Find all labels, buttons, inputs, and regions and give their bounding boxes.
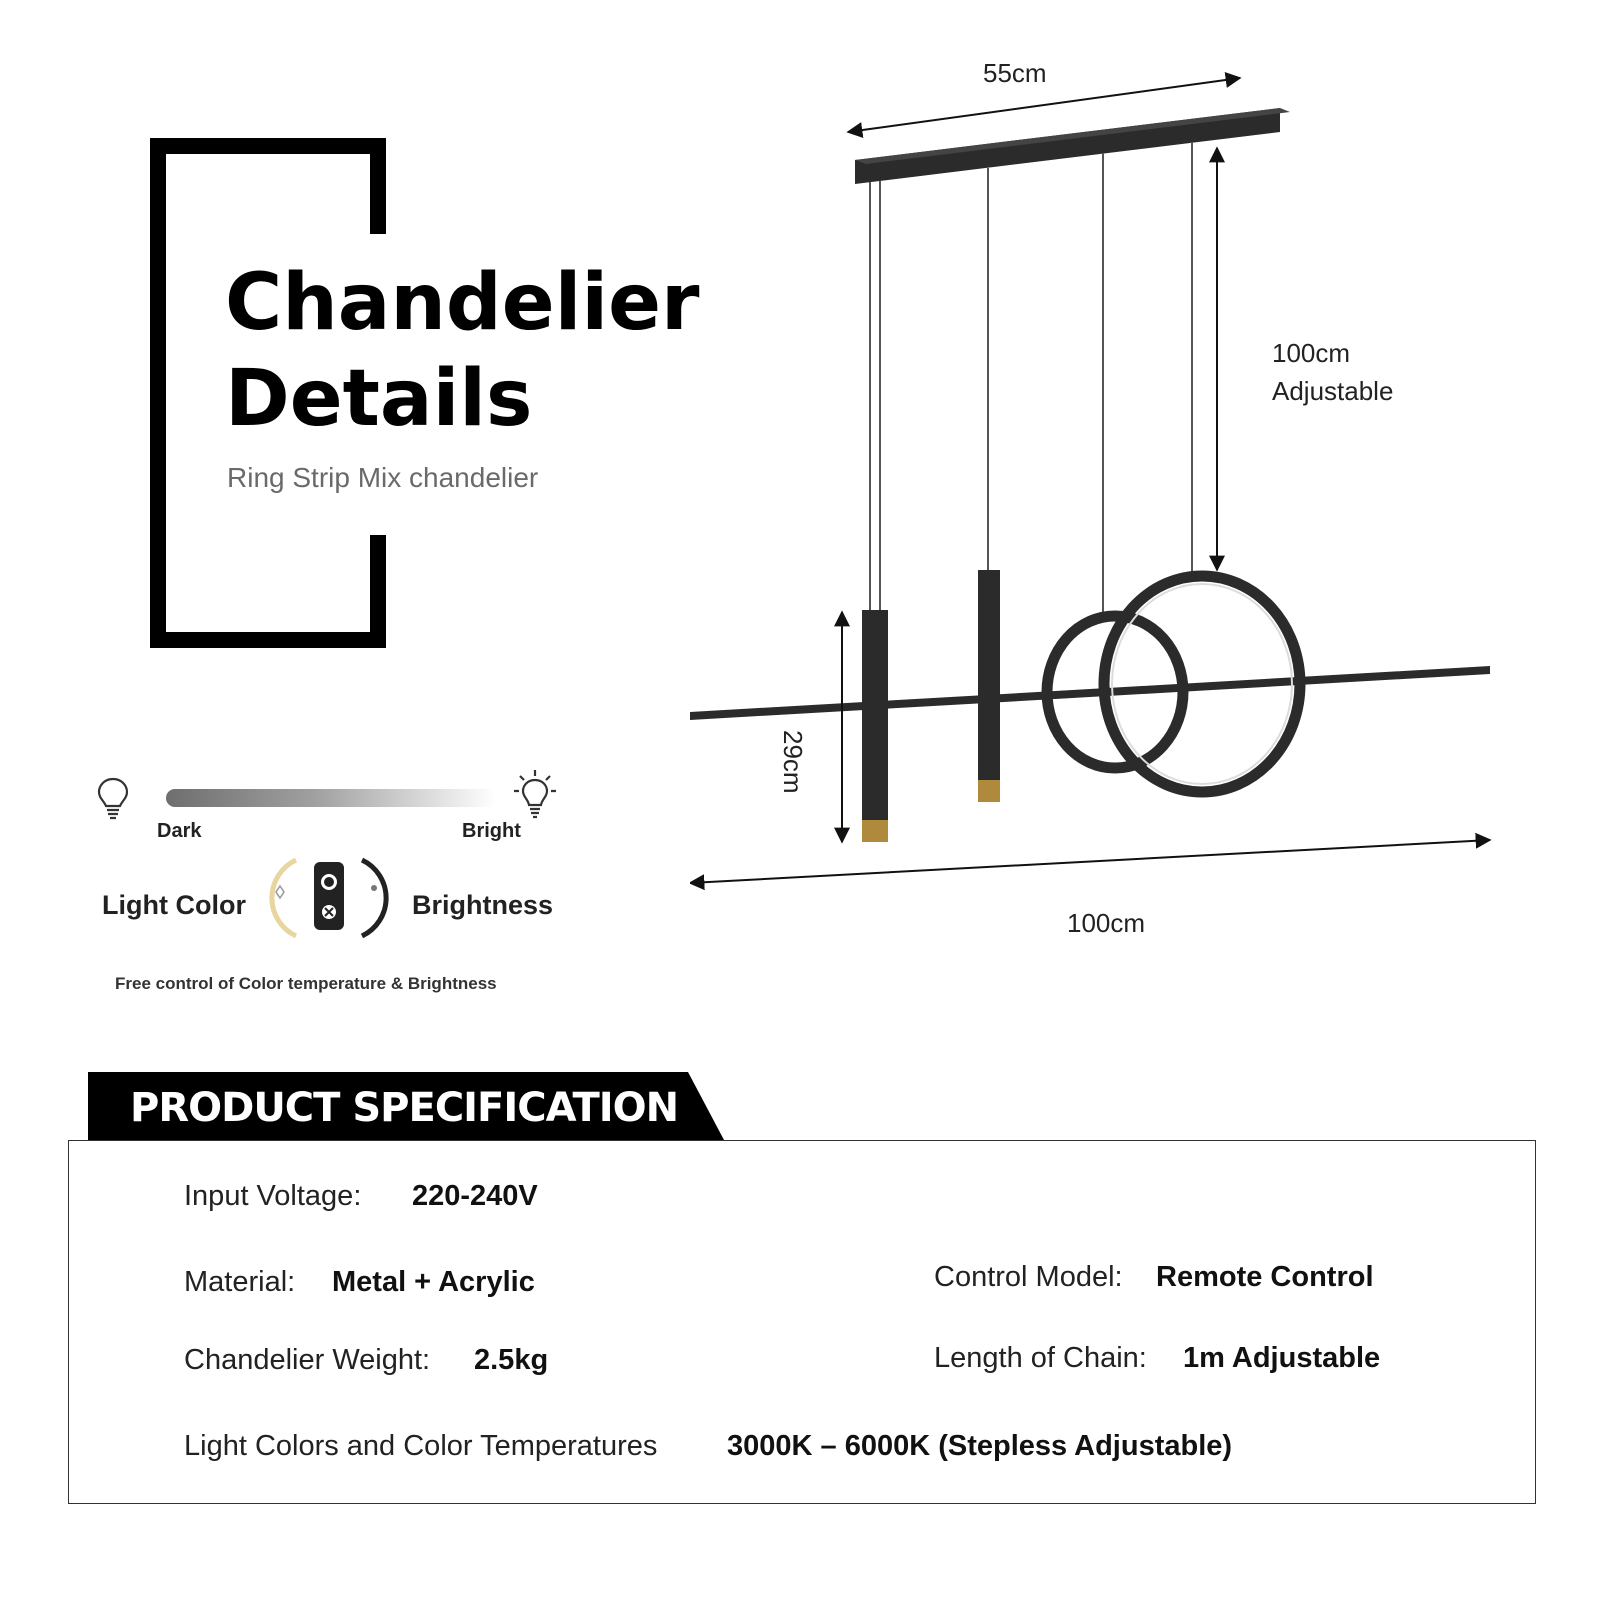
brightness-label: Brightness [412, 890, 554, 920]
spec-value-material: Metal + Acrylic [332, 1266, 535, 1298]
horizontal-light-bar [690, 666, 1490, 720]
tube-height-label: 29cm [778, 730, 808, 794]
total-width-dimension-line [690, 840, 1490, 883]
spec-value-chain-length: 1m Adjustable [1183, 1342, 1381, 1374]
title-bracket-right-top [370, 138, 386, 234]
spec-value-input-voltage: 220-240V [412, 1180, 538, 1212]
drop-height-note: Adjustable [1272, 376, 1394, 406]
spec-label-color-temperature: Light Colors and Color Temperatures [184, 1430, 658, 1462]
light-color-label: Light Color [102, 890, 246, 920]
spec-value-control-model: Remote Control [1156, 1261, 1374, 1293]
bright-label: Bright [462, 820, 521, 842]
page-title-line2: Details [225, 354, 533, 444]
spec-value-weight: 2.5kg [474, 1344, 549, 1376]
pendant-tube-left [862, 610, 888, 840]
tube-gold-cap [978, 780, 1000, 802]
bulb-off-icon [96, 776, 130, 820]
page-title-line1: Chandelier [225, 258, 700, 348]
pendant-tube-middle [978, 570, 1000, 800]
drop-height-label: 100cm [1272, 338, 1351, 368]
control-note: Free control of Color temperature & Brightness [115, 974, 497, 993]
title-bracket-right-bottom [370, 535, 386, 648]
spec-label-material: Material: [184, 1266, 296, 1298]
page-title [225, 255, 700, 447]
brightness-gradient-bar [166, 789, 496, 807]
spec-heading: PRODUCT SPECIFICATION [130, 1085, 679, 1131]
spec-label-chain-length: Length of Chain: [934, 1342, 1147, 1374]
spec-label-control-model: Control Model: [934, 1261, 1123, 1293]
spec-label-weight: Chandelier Weight: [184, 1344, 431, 1376]
page-subtitle: Ring Strip Mix chandelier [227, 462, 539, 493]
remote-control-icon [262, 850, 398, 946]
top-width-label: 55cm [983, 58, 1047, 88]
tube-gold-cap [862, 820, 888, 842]
chandelier-diagram [690, 60, 1520, 930]
dark-label: Dark [157, 820, 202, 842]
spec-value-color-temperature: 3000K – 6000K (Stepless Adjustable) [727, 1430, 1233, 1462]
bulb-on-icon [512, 768, 558, 820]
total-width-label: 100cm [1067, 908, 1146, 938]
spec-label-input-voltage: Input Voltage: [184, 1180, 362, 1212]
